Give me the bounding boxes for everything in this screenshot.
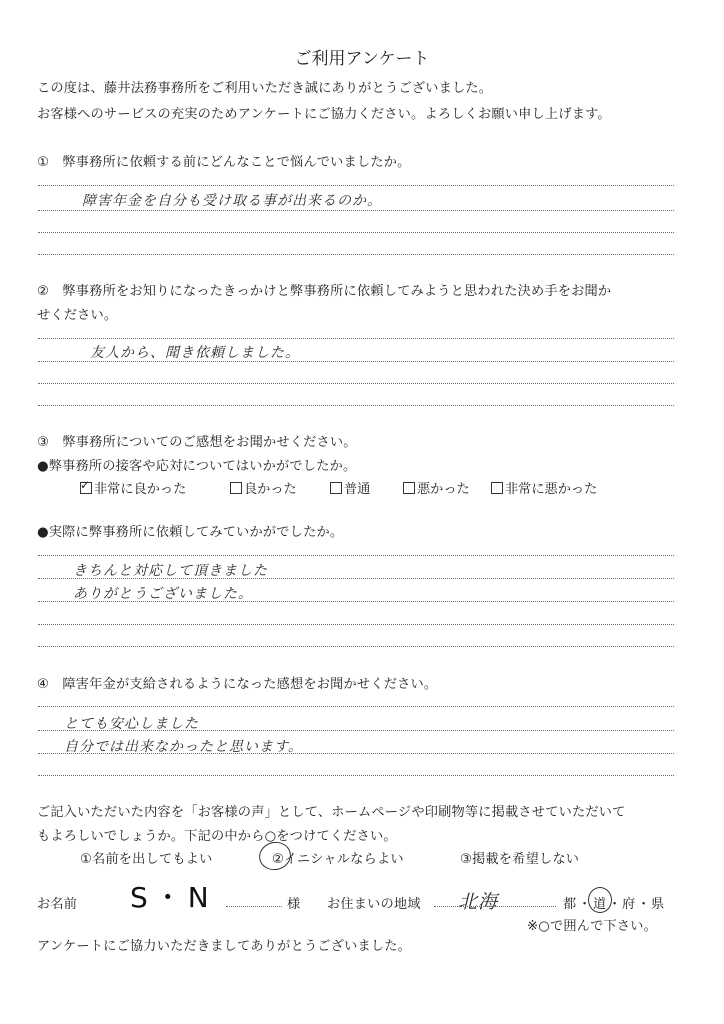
circle-note: ※○で囲んで下さい。	[527, 919, 658, 934]
question-3-sub-2: ●実際に弊事務所に依頼してみていかがでしたか。	[37, 525, 344, 540]
answer-4-line-2: 自分では出来なかったと思います。	[64, 739, 303, 755]
question-3: ③ 弊事務所についてのご感想をお聞かせください。	[37, 435, 357, 450]
answer-line	[38, 338, 674, 339]
answer-line	[38, 578, 674, 579]
separator-dot: ・	[608, 897, 622, 912]
consent-option-2[interactable]: ②イニシャルならよい	[272, 852, 404, 867]
answer-line	[38, 753, 674, 754]
answer-line	[38, 730, 674, 731]
checkbox-checked[interactable]	[80, 482, 92, 494]
name-value[interactable]: S・N	[130, 881, 215, 914]
option-very-good[interactable]: ✓非常に良かった	[80, 478, 186, 497]
answer-line	[38, 775, 674, 776]
answer-line	[38, 601, 674, 602]
consent-line-1: ご記入いただいた内容を「お客様の声」として、ホームページや印刷物等に掲載させていただいて	[37, 805, 626, 820]
answer-line	[38, 405, 674, 406]
answer-line	[38, 383, 674, 384]
option-good[interactable]: 良かった	[230, 478, 297, 497]
question-4: ④ 障害年金が支給されるようになった感想をお聞かせください。	[37, 677, 438, 692]
consent-line-2: もよろしいでしょうか。下記の中から○をつけてください。	[37, 829, 397, 844]
answer-line	[38, 646, 674, 647]
region-label: お住まいの地域	[327, 897, 421, 912]
separator-dot: ・	[578, 897, 592, 912]
answer-2: 友人から、聞き依頼しました。	[90, 345, 300, 361]
answer-line	[38, 254, 674, 255]
option-normal[interactable]: 普通	[330, 478, 370, 497]
answer-line	[38, 361, 674, 362]
closing-text: アンケートにご協力いただきましてありがとうございました。	[37, 939, 412, 954]
answer-line	[38, 210, 674, 211]
option-bad[interactable]: 悪かった	[403, 478, 470, 497]
answer-line	[38, 232, 674, 233]
checkbox[interactable]	[403, 482, 415, 494]
answer-3-line-1: きちんと対応して頂きました	[73, 563, 268, 579]
honorific: 様	[287, 897, 301, 912]
pref-suffix-to[interactable]: 都	[563, 897, 577, 912]
name-underline	[226, 906, 282, 907]
pref-suffix-ken[interactable]: 県	[651, 897, 665, 912]
page-title: ご利用アンケート	[294, 49, 430, 69]
selection-circle	[256, 839, 293, 873]
checkbox[interactable]	[230, 482, 242, 494]
answer-line	[38, 555, 674, 556]
answer-4-line-1: とても安心しました	[64, 716, 199, 732]
intro-line-1: この度は、藤井法務事務所をご利用いただき誠にありがとうございました。	[37, 81, 493, 96]
intro-line-2: お客様へのサービスの充実のためアンケートにご協力ください。よろしくお願い申し上げます。	[37, 107, 611, 122]
answer-line	[38, 706, 674, 707]
question-3-sub-1: ●弊事務所の接客や応対についてはいかがでしたか。	[37, 459, 357, 474]
answer-3-line-2: ありがとうございました。	[73, 586, 253, 602]
question-1: ① 弊事務所に依頼する前にどんなことで悩んでいましたか。	[37, 155, 411, 170]
answer-line	[38, 624, 674, 625]
pref-suffix-do[interactable]: 道	[593, 897, 607, 912]
consent-option-1[interactable]: ①名前を出してもよい	[80, 852, 213, 867]
name-label: お名前	[37, 897, 78, 912]
pref-suffix-fu[interactable]: 府	[622, 897, 636, 912]
checkbox[interactable]	[491, 482, 503, 494]
separator-dot: ・	[637, 897, 651, 912]
checkbox[interactable]	[330, 482, 342, 494]
region-value[interactable]: 北海	[458, 891, 499, 913]
answer-1: 障害年金を自分も受け取る事が出来るのか。	[82, 193, 382, 209]
answer-line	[38, 185, 674, 186]
question-2-line-2: せください。	[37, 308, 118, 323]
consent-option-3[interactable]: ③掲載を希望しない	[460, 852, 580, 867]
option-very-bad[interactable]: 非常に悪かった	[491, 478, 597, 497]
question-2-line-1: ② 弊事務所をお知りになったきっかけと弊事務所に依頼してみようと思われた決め手をお聞か	[37, 284, 612, 299]
region-underline	[434, 906, 556, 907]
